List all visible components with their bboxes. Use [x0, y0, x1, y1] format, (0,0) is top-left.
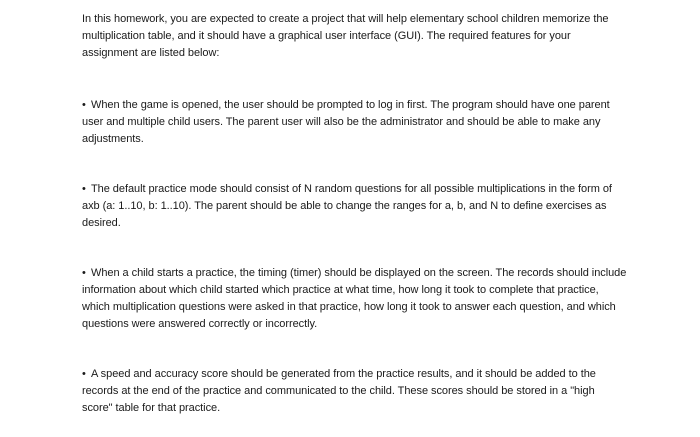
bullet-text: When the game is opened, the user should be prompted to log in first. The program should have one parent user and multiple child users. The parent user will also be the administrator and should be able to make any adjustments.	[82, 99, 610, 145]
requirement-bullet-login	[82, 97, 627, 148]
homework-document	[82, 11, 627, 417]
bullet-icon: •	[82, 368, 86, 380]
requirement-bullet-scores	[82, 366, 627, 417]
bullet-text: A speed and accuracy score should be generated from the practice results, and it should be added to the records at the end of the practice and communicated to the child. These scores should be stored in a "high score" table for that practice.	[82, 368, 596, 414]
bullet-text: When a child starts a practice, the timing (timer) should be displayed on the screen. The records should include information about which child started which practice at what time, how long it took to complete that practice, which multiplication questions were asked in that practice, how long it took to answer each question, and which questions were answered correctly or incorrectly.	[82, 267, 627, 330]
bullet-icon: •	[82, 267, 86, 279]
bullet-icon: •	[82, 99, 86, 111]
requirement-bullet-practice-mode	[82, 181, 627, 232]
intro-paragraph: In this homework, you are expected to create a project that will help elementary school children memorize the multiplication table, and it should have a graphical user interface (GUI). The required features for your assignment are listed below:	[82, 13, 609, 59]
bullet-icon: •	[82, 183, 86, 195]
bullet-text: The default practice mode should consist of N random questions for all possible multiplications in the form of axb (a: 1..10, b: 1..10). The parent should be able to change the ranges for a, b, and N to define exercises as desired.	[82, 183, 612, 229]
requirement-bullet-timer-records	[82, 265, 627, 333]
